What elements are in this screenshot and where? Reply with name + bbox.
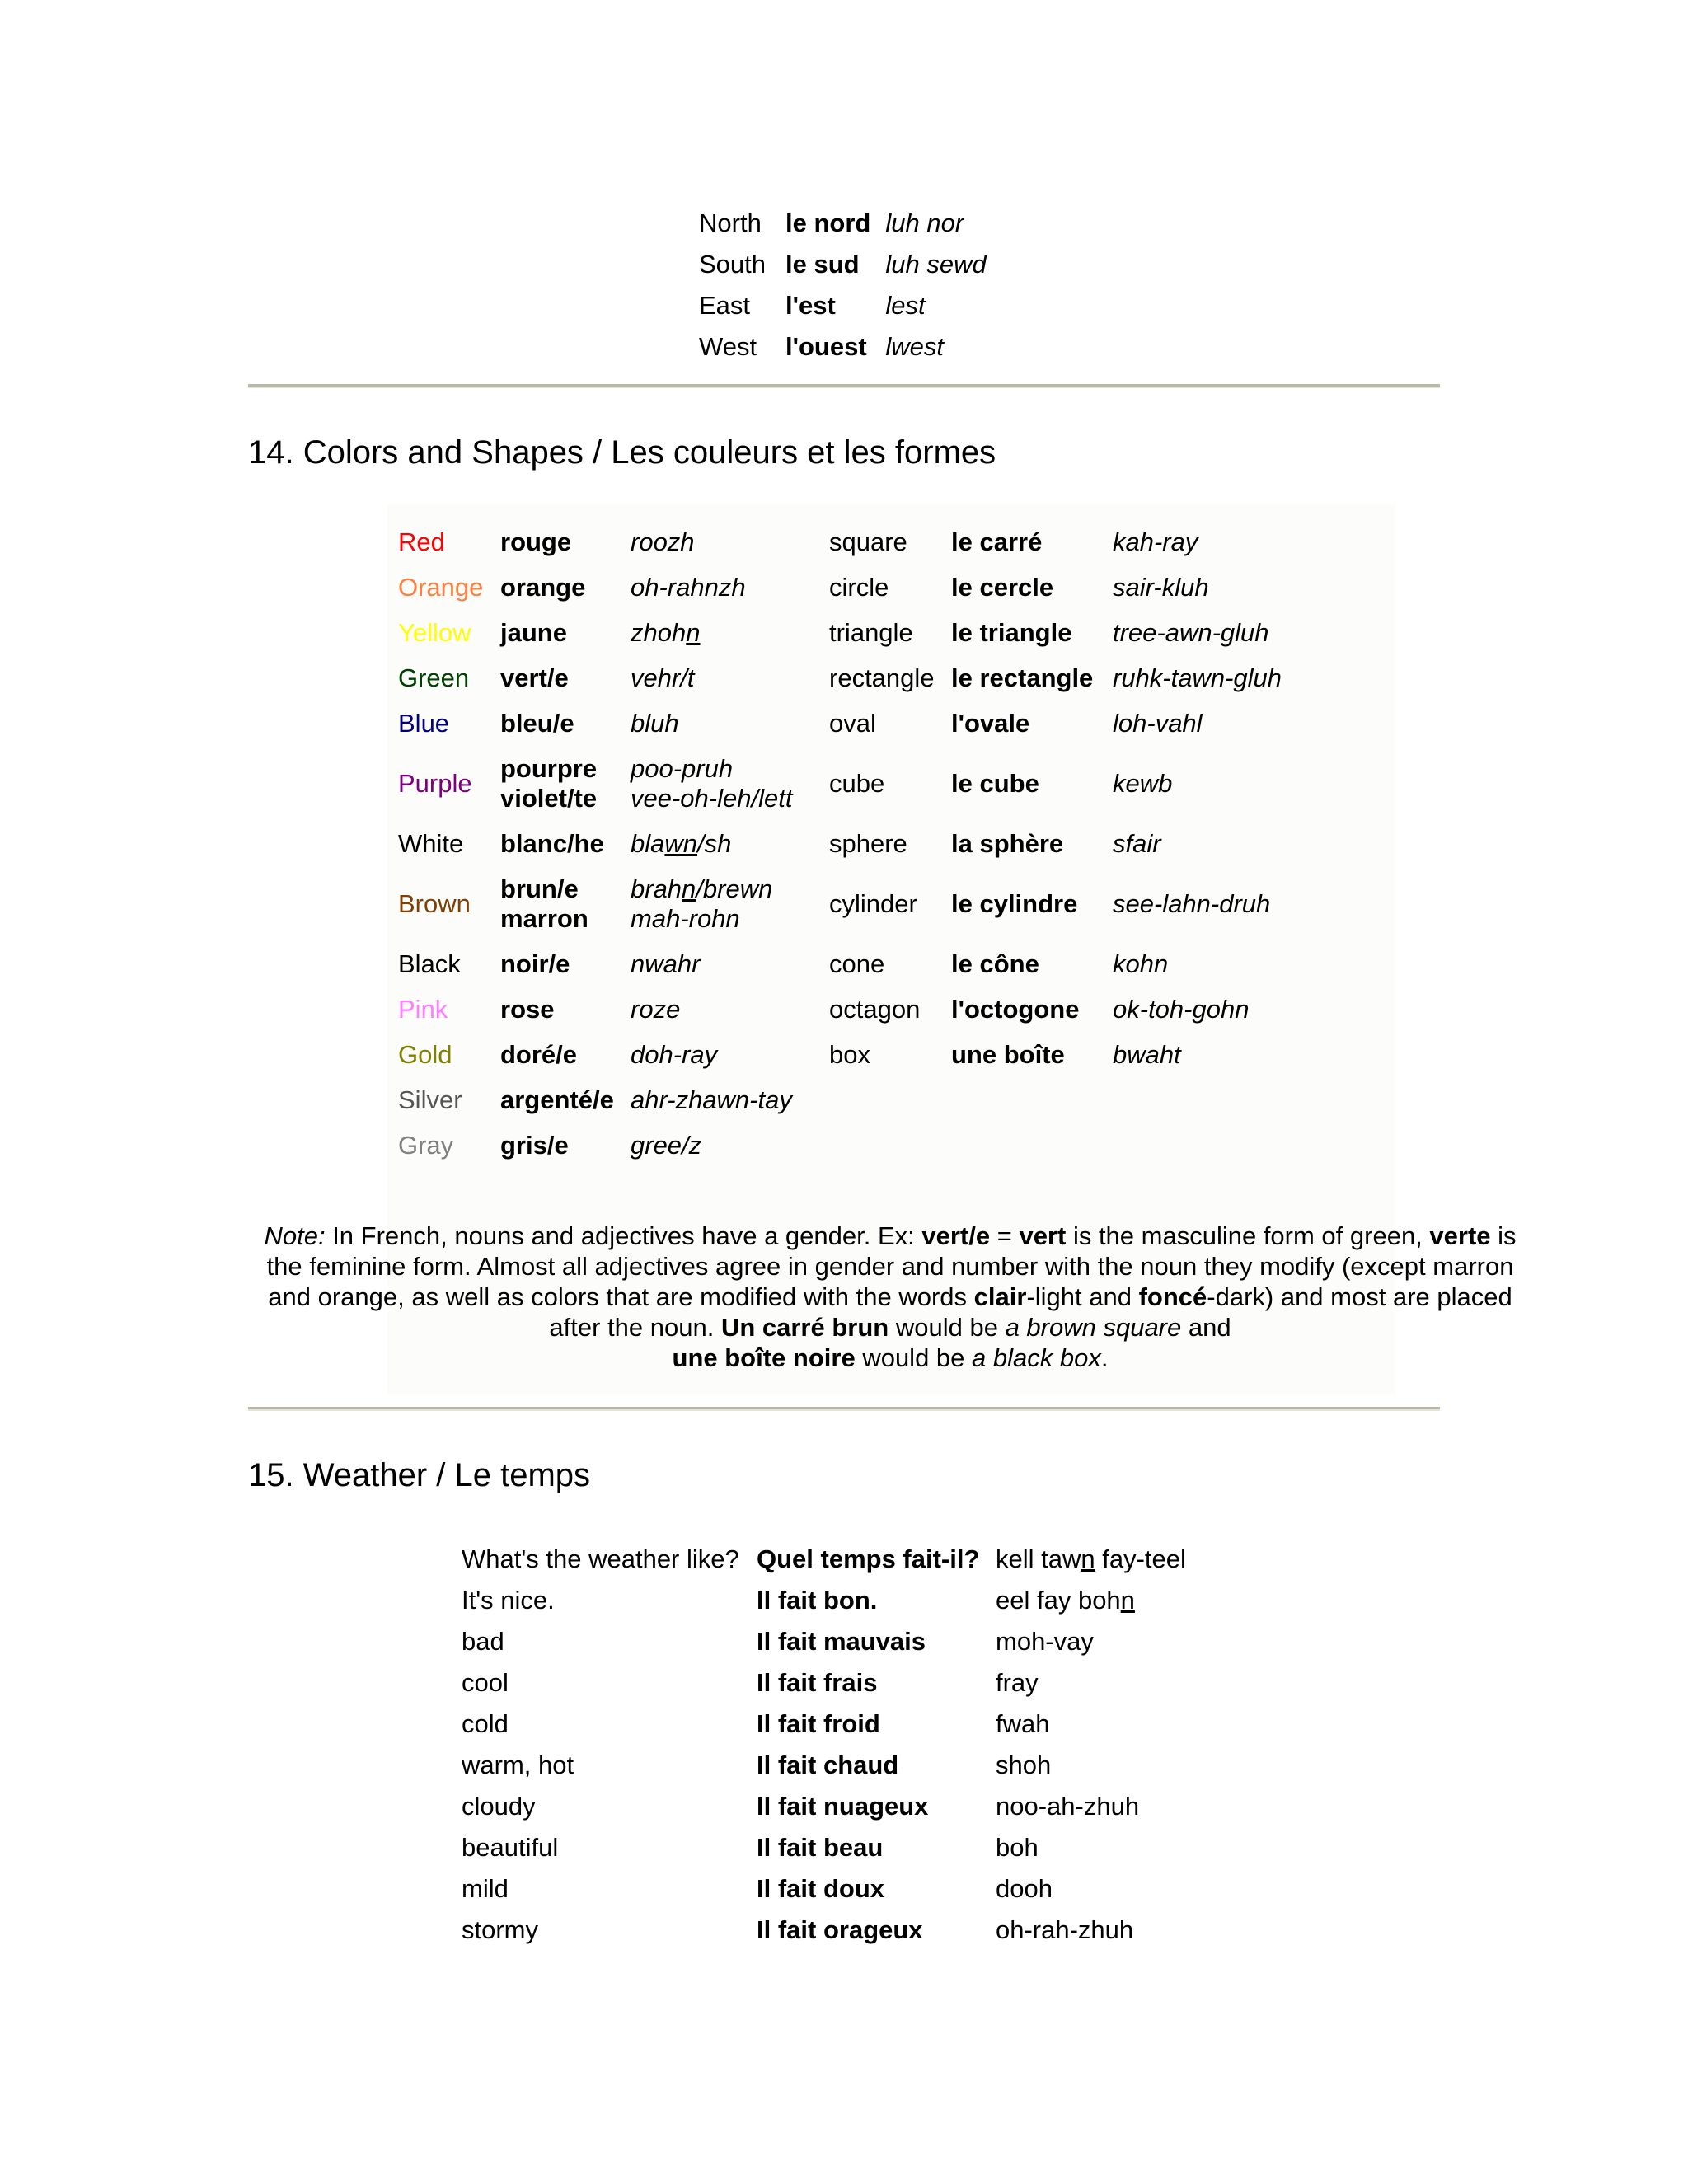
note-text: In French, nouns and adjectives have a gender. Ex:	[325, 1221, 922, 1250]
shape-pronunciation-empty	[1113, 1077, 1292, 1122]
note-bold: foncé	[1138, 1282, 1207, 1311]
weather-english: It's nice.	[462, 1586, 555, 1615]
shape-pronunciation: bwaht	[1113, 1039, 1181, 1069]
direction-pronunciation: lwest	[885, 332, 944, 361]
note-text: -dark) and most are placed after the noun.	[549, 1282, 1512, 1342]
section-divider	[248, 384, 1440, 388]
table-row	[398, 1077, 1292, 1122]
shape-french: le carré	[951, 527, 1043, 556]
direction-pronunciation: luh sewd	[885, 250, 987, 279]
note-text: is the masculine form of green,	[1066, 1221, 1430, 1250]
color-pronunciation: oh-rahnzh	[631, 572, 746, 602]
shape-english-empty	[829, 1077, 951, 1122]
shape-french: l'ovale	[951, 708, 1030, 738]
shape-english: square	[829, 527, 907, 556]
note-text: -light and	[1026, 1282, 1139, 1311]
directions-table	[699, 203, 996, 368]
pron-nasal: n	[1081, 1544, 1095, 1573]
color-french-line: brun/e	[500, 874, 579, 903]
shape-english: cylinder	[829, 888, 917, 918]
weather-french: Il fait bon.	[757, 1586, 878, 1615]
section-heading-weather: 15. Weather / Le temps	[248, 1457, 591, 1493]
pron-part: brah	[631, 874, 682, 903]
table-row	[462, 1704, 1196, 1745]
shape-pronunciation: kewb	[1113, 768, 1173, 798]
color-pronunciation: roze	[631, 994, 681, 1024]
weather-english: cool	[462, 1668, 509, 1697]
weather-english: beautiful	[462, 1833, 559, 1862]
table-row	[398, 655, 1292, 701]
weather-pronunciation: shoh	[996, 1750, 1052, 1779]
table-row	[462, 1539, 1196, 1580]
shape-french: le rectangle	[951, 663, 1094, 692]
shape-french-empty	[951, 1077, 1113, 1122]
note-italic: a black box	[972, 1343, 1101, 1372]
direction-english: West	[699, 332, 757, 361]
shape-pronunciation: tree-awn-gluh	[1113, 617, 1269, 647]
table-row	[398, 1032, 1292, 1077]
pron-nasal: n	[686, 617, 701, 647]
shape-pronunciation: ruhk-tawn-gluh	[1113, 663, 1282, 692]
shape-english: sphere	[829, 828, 907, 858]
direction-french: l'ouest	[785, 332, 867, 361]
shape-english: circle	[829, 572, 889, 602]
note-label: Note:	[264, 1221, 326, 1250]
weather-english: cloudy	[462, 1792, 536, 1821]
color-english: White	[398, 828, 464, 858]
color-french	[500, 866, 631, 941]
weather-english: What's the weather like?	[462, 1544, 739, 1573]
color-english: Silver	[398, 1085, 462, 1114]
weather-french: Il fait doux	[757, 1874, 884, 1903]
pron-nasal: n	[1120, 1586, 1135, 1615]
note-bold: clair	[973, 1282, 1027, 1311]
color-english: Orange	[398, 572, 484, 602]
note-text: is the feminine form. Almost all adjectives agree in gender and number with the noun they modify (except marron and orange, as well as colors that are modified with the words	[266, 1221, 1517, 1311]
colors-shapes-table	[398, 519, 1292, 1168]
pron-part: eel fay boh	[996, 1586, 1121, 1615]
color-pronunciation	[631, 610, 829, 655]
table-row	[462, 1910, 1196, 1951]
weather-pronunciation	[996, 1580, 1196, 1621]
shape-pronunciation: loh-vahl	[1113, 708, 1203, 738]
color-pronunciation	[631, 866, 829, 941]
table-row	[462, 1827, 1196, 1868]
shape-english: octagon	[829, 994, 921, 1024]
note-bold: vert/e	[921, 1221, 991, 1250]
color-french: jaune	[500, 617, 567, 647]
table-row	[462, 1868, 1196, 1910]
table-row	[398, 1122, 1292, 1168]
note-text: would be	[855, 1343, 973, 1372]
section-heading-colors-shapes: 14. Colors and Shapes / Les couleurs et les formes	[248, 434, 996, 471]
pron-line: poo-pruh	[631, 753, 734, 783]
weather-french: Il fait nuageux	[757, 1792, 929, 1821]
note-text: would be	[889, 1313, 1006, 1342]
weather-english: warm, hot	[462, 1750, 574, 1779]
shape-english: triangle	[829, 617, 913, 647]
weather-french: Il fait orageux	[757, 1915, 923, 1944]
grammar-note	[264, 1221, 1517, 1373]
shape-french: le cylindre	[951, 888, 1078, 918]
table-row	[462, 1621, 1196, 1662]
shape-french-empty	[951, 1122, 1113, 1168]
color-french-line: pourpre	[500, 753, 598, 783]
note-bold: Un carré brun	[720, 1313, 889, 1342]
color-english: Gold	[398, 1039, 452, 1069]
note-italic: a brown square	[1005, 1313, 1182, 1342]
direction-french: le sud	[785, 250, 860, 279]
color-french-line: violet/te	[500, 783, 598, 813]
direction-english: South	[699, 250, 767, 279]
weather-pronunciation: noo-ah-zhuh	[996, 1792, 1140, 1821]
weather-pronunciation: dooh	[996, 1874, 1053, 1903]
color-french: doré/e	[500, 1039, 578, 1069]
color-french: gris/e	[500, 1130, 569, 1160]
direction-english: North	[699, 209, 762, 237]
weather-french: Il fait chaud	[757, 1750, 899, 1779]
shape-french: le cône	[951, 949, 1039, 978]
color-pronunciation: ahr-zhawn-tay	[631, 1085, 792, 1114]
weather-french: Il fait froid	[757, 1709, 880, 1738]
table-row	[462, 1662, 1196, 1704]
direction-row	[699, 203, 996, 244]
color-french: rose	[500, 994, 555, 1024]
note-text: and	[1181, 1313, 1231, 1342]
color-french: blanc/he	[500, 828, 604, 858]
weather-french: Quel temps fait-il?	[757, 1544, 980, 1573]
weather-french: Il fait frais	[757, 1668, 878, 1697]
color-french	[500, 746, 631, 821]
note-bold: vert	[1019, 1221, 1067, 1250]
color-english: Yellow	[398, 617, 471, 647]
color-french: bleu/e	[500, 708, 574, 738]
direction-french: l'est	[785, 291, 836, 320]
table-row	[398, 519, 1292, 565]
color-pronunciation: gree/z	[631, 1130, 702, 1160]
color-pronunciation	[631, 821, 829, 866]
color-pronunciation: vehr/t	[631, 663, 695, 692]
section-divider	[248, 1407, 1440, 1411]
pron-line: mah-rohn	[631, 903, 740, 933]
shape-pronunciation: see-lahn-druh	[1113, 888, 1271, 918]
weather-pronunciation: boh	[996, 1833, 1039, 1862]
pron-part: bla	[631, 828, 665, 858]
shape-french: une boîte	[951, 1039, 1065, 1069]
table-row	[398, 610, 1292, 655]
pron-line	[631, 874, 819, 904]
table-row	[462, 1745, 1196, 1786]
pron-part: /sh	[697, 828, 732, 858]
direction-english: East	[699, 291, 751, 320]
table-row	[398, 746, 1292, 821]
pron-line: vee-oh-leh/lett	[631, 783, 793, 813]
color-pronunciation: bluh	[631, 708, 679, 738]
shape-english: cube	[829, 768, 885, 798]
shape-english: rectangle	[829, 663, 935, 692]
color-english: Pink	[398, 994, 448, 1024]
shape-french: le cube	[951, 768, 1039, 798]
shape-english-empty	[829, 1122, 951, 1168]
shape-english: oval	[829, 708, 876, 738]
weather-pronunciation: fwah	[996, 1709, 1050, 1738]
shape-pronunciation-empty	[1113, 1122, 1292, 1168]
color-english: Gray	[398, 1130, 454, 1160]
direction-french: le nord	[785, 209, 871, 237]
color-french-line: marron	[500, 903, 588, 933]
direction-row	[699, 285, 996, 326]
note-text: .	[1100, 1343, 1109, 1372]
weather-table	[462, 1539, 1196, 1951]
color-french: vert/e	[500, 663, 569, 692]
colors-shapes-panel	[264, 504, 1517, 1394]
color-english: Red	[398, 527, 445, 556]
direction-row	[699, 244, 996, 285]
shape-french: le cercle	[951, 572, 1054, 602]
color-pronunciation: nwahr	[631, 949, 701, 978]
shape-pronunciation: kohn	[1113, 949, 1169, 978]
table-row	[398, 941, 1292, 987]
color-english: Green	[398, 663, 470, 692]
shape-french: la sphère	[951, 828, 1064, 858]
weather-pronunciation: moh-vay	[996, 1627, 1094, 1656]
pron-nasal: n	[682, 874, 696, 903]
color-pronunciation: roozh	[631, 527, 695, 556]
shape-pronunciation: sfair	[1113, 828, 1161, 858]
color-english: Purple	[398, 768, 472, 798]
color-french: orange	[500, 572, 586, 602]
pron-part: fay-teel	[1095, 1544, 1186, 1573]
direction-pronunciation: lest	[885, 291, 926, 320]
table-row	[398, 987, 1292, 1032]
pron-part: kell taw	[996, 1544, 1081, 1573]
note-bold: une boîte noire	[672, 1343, 856, 1372]
table-row	[398, 821, 1292, 866]
color-french: argenté/e	[500, 1085, 614, 1114]
weather-french: Il fait mauvais	[757, 1627, 926, 1656]
weather-french: Il fait beau	[757, 1833, 884, 1862]
shape-french: le triangle	[951, 617, 1072, 647]
table-row	[398, 701, 1292, 746]
weather-pronunciation: oh-rah-zhuh	[996, 1915, 1134, 1944]
pron-nasal: wn	[664, 828, 698, 858]
color-pronunciation: doh-ray	[631, 1039, 718, 1069]
direction-row	[699, 326, 996, 368]
color-french: noir/e	[500, 949, 570, 978]
table-row	[398, 565, 1292, 610]
color-pronunciation	[631, 746, 829, 821]
shape-pronunciation: sair-kluh	[1113, 572, 1209, 602]
note-bold: verte	[1429, 1221, 1491, 1250]
note-text: =	[990, 1221, 1020, 1250]
weather-english: bad	[462, 1627, 504, 1656]
shape-english: cone	[829, 949, 885, 978]
color-english: Black	[398, 949, 461, 978]
direction-pronunciation: luh nor	[885, 209, 964, 237]
shape-english: box	[829, 1039, 870, 1069]
table-row	[462, 1580, 1196, 1621]
table-row	[398, 866, 1292, 941]
color-english: Blue	[398, 708, 450, 738]
shape-pronunciation: ok-toh-gohn	[1113, 994, 1250, 1024]
shape-pronunciation: kah-ray	[1113, 527, 1198, 556]
weather-english: cold	[462, 1709, 509, 1738]
pron-part: zhoh	[631, 617, 687, 647]
color-english: Brown	[398, 888, 471, 918]
weather-english: stormy	[462, 1915, 538, 1944]
table-row	[462, 1786, 1196, 1827]
weather-pronunciation	[996, 1539, 1196, 1580]
pron-part: /brewn	[696, 874, 773, 903]
weather-pronunciation: fray	[996, 1668, 1039, 1697]
shape-french: l'octogone	[951, 994, 1080, 1024]
color-french: rouge	[500, 527, 572, 556]
weather-english: mild	[462, 1874, 509, 1903]
